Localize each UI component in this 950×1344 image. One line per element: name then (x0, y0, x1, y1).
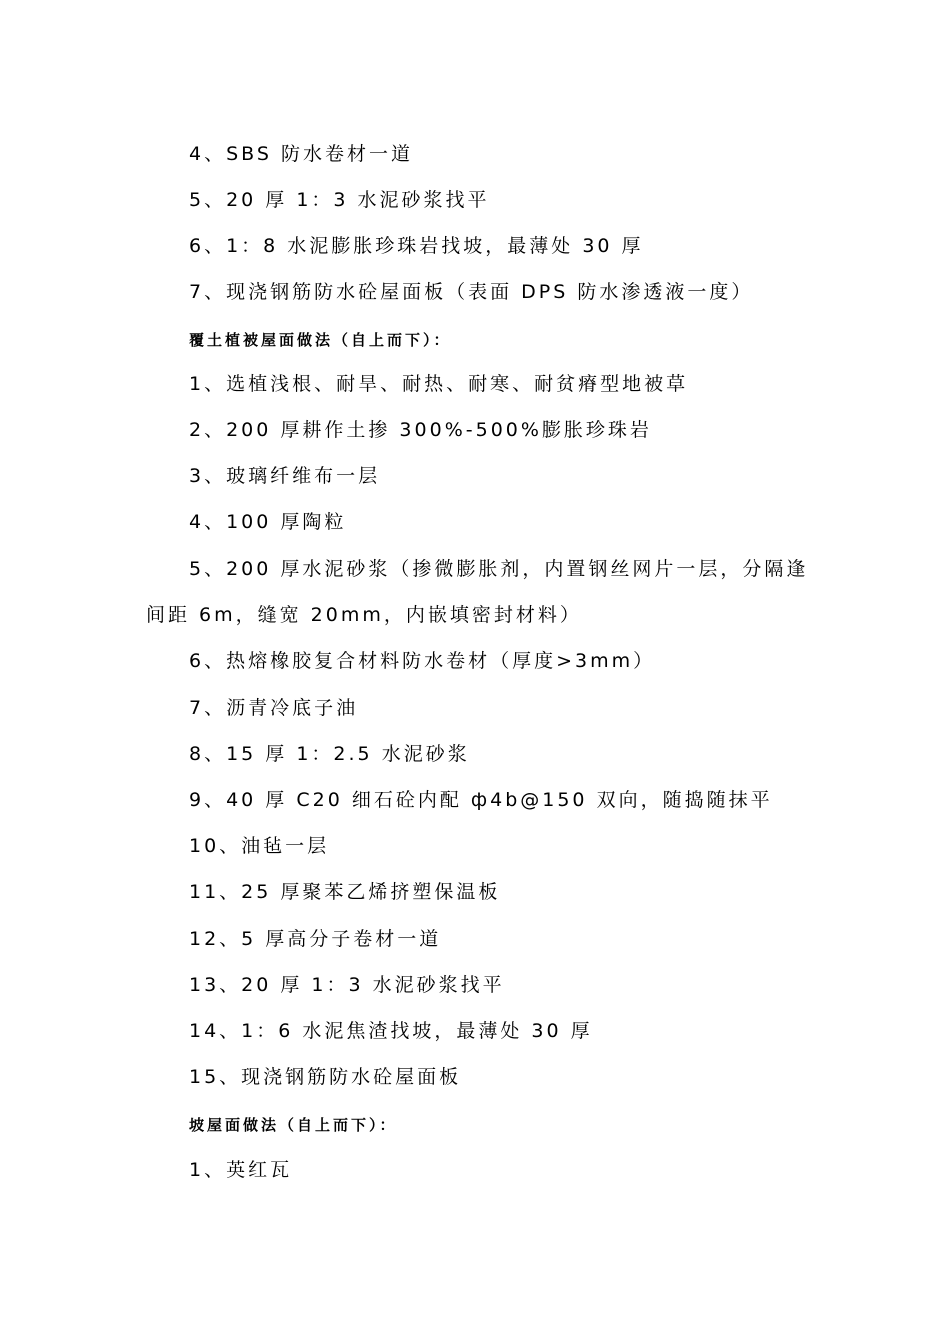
list-item: 4、100 厚陶粒 (189, 511, 347, 533)
list-item: 3、玻璃纤维布一层 (189, 465, 381, 487)
list-item: 12、5 厚高分子卷材一道 (189, 928, 442, 950)
list-item: 13、20 厚 1：3 水泥砂浆找平 (189, 974, 505, 996)
section-heading-slope-roof: 坡屋面做法（自上而下）： (189, 1116, 398, 1134)
list-item: 11、25 厚聚苯乙烯挤塑保温板 (189, 881, 501, 903)
list-item: 7、沥青冷底子油 (189, 697, 359, 719)
list-item: 8、15 厚 1：2.5 水泥砂浆 (189, 743, 470, 765)
list-item-continuation: 间距 6m，缝宽 20mm，内嵌填密封材料） (146, 604, 582, 626)
list-item: 1、英红瓦 (189, 1159, 293, 1181)
text-line: 4、SBS 防水卷材一道 (189, 143, 413, 165)
list-item: 1、选植浅根、耐旱、耐热、耐寒、耐贫瘠型地被草 (189, 373, 689, 395)
section-heading-green-roof: 覆土植被屋面做法（自上而下）： (189, 331, 452, 349)
list-item: 15、现浇钢筋防水砼屋面板 (189, 1066, 462, 1088)
text-line: 5、20 厚 1：3 水泥砂浆找平 (189, 189, 490, 211)
text-line: 7、现浇钢筋防水砼屋面板（表面 DPS 防水渗透液一度） (189, 281, 754, 303)
text-line: 6、1：8 水泥膨胀珍珠岩找坡，最薄处 30 厚 (189, 235, 644, 257)
list-item: 6、热熔橡胶复合材料防水卷材（厚度>3mm） (189, 650, 656, 672)
list-item: 2、200 厚耕作土掺 300%-500%膨胀珍珠岩 (189, 419, 652, 441)
list-item: 14、1：6 水泥焦渣找坡，最薄处 30 厚 (189, 1020, 593, 1042)
list-item: 5、200 厚水泥砂浆（掺微膨胀剂，内置钢丝网片一层，分隔逢 (189, 558, 809, 580)
list-item: 9、40 厚 C20 细石砼内配 ф4b@150 双向，随捣随抹平 (189, 789, 773, 811)
list-item: 10、油毡一层 (189, 835, 330, 857)
